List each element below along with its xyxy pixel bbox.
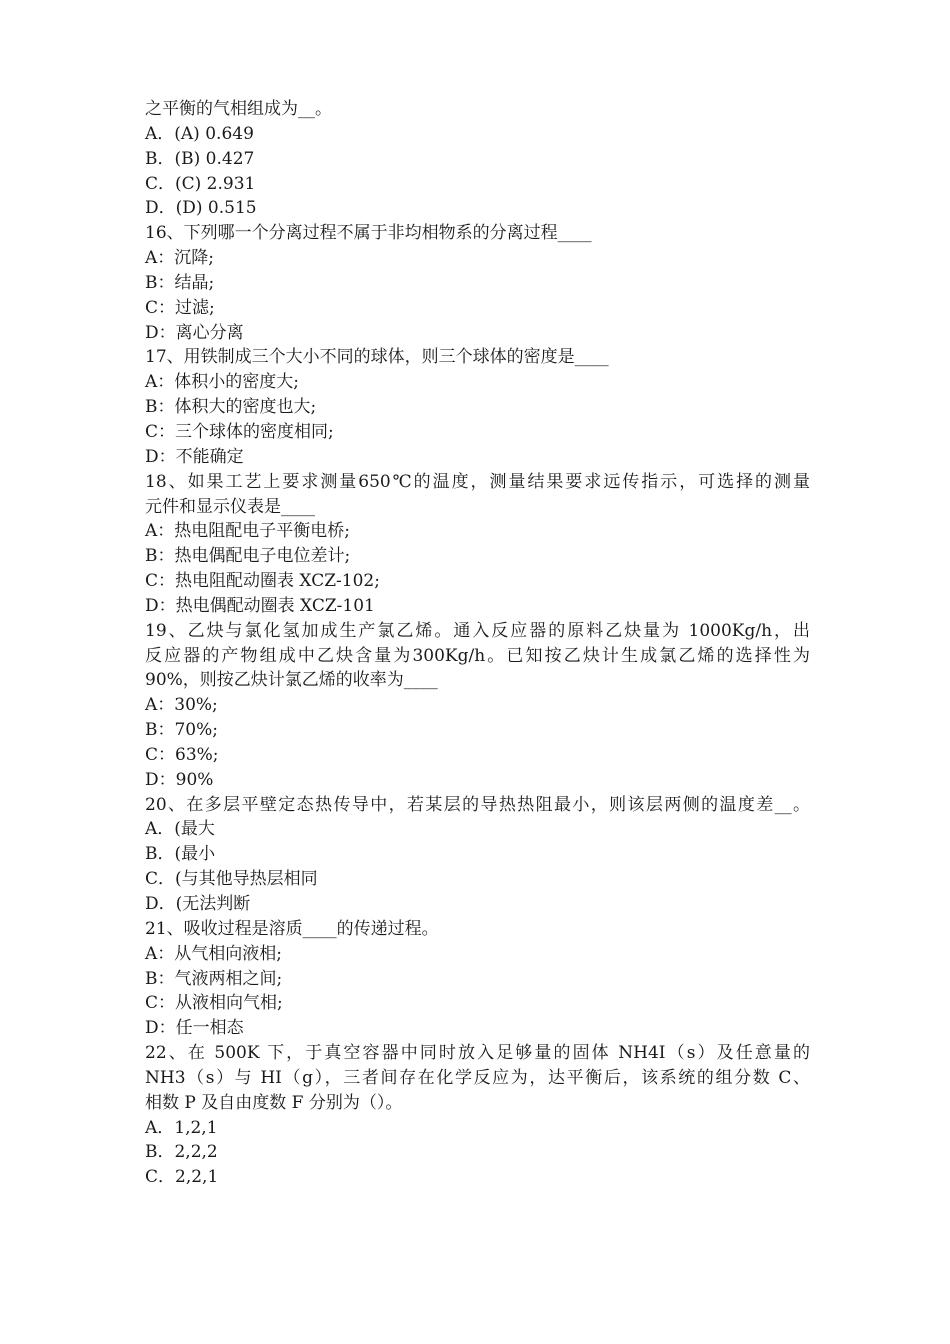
q20-option-d: D．(无法判断	[145, 894, 251, 914]
q21-option-d: D：任一相态	[145, 1018, 244, 1039]
q18-option-d: D：热电偶配动圈表 XCZ-101	[145, 595, 375, 616]
q19-stem-line-3: 90%，则按乙炔计氯乙烯的收率为____	[145, 670, 438, 691]
q19-option-b: B：70%;	[145, 720, 219, 741]
q18-stem-line-1: 18、如果工艺上要求测量650℃的温度，测量结果要求远传指示，可选择的测量	[145, 471, 810, 492]
q22-option-c: C．2,2,1	[145, 1167, 219, 1188]
q19-option-c: C：63%;	[145, 744, 219, 765]
q21-stem: 21、吸收过程是溶质____的传递过程。	[145, 918, 439, 939]
q19-option-d: D：90%	[145, 769, 214, 790]
q21-option-a: A：从气相向液相;	[145, 943, 283, 964]
q16-stem: 16、下列哪一个分离过程不属于非均相物系的分离过程____	[145, 223, 592, 244]
q21-option-c: C：从液相向气相;	[145, 993, 283, 1014]
q15-option-c: C．(C) 2.931	[145, 173, 256, 194]
q17-option-d: D：不能确定	[145, 446, 244, 467]
q22-option-b: B．2,2,2	[145, 1142, 218, 1163]
q21-option-b: B：气液两相之间;	[145, 968, 283, 989]
document-page	[145, 97, 810, 1190]
q19-stem-line-1: 19、乙炔与氯化氢加成生产氯乙烯。通入反应器的原料乙炔量为 1000Kg/h，出	[145, 620, 810, 641]
q16-option-b: B：结晶;	[145, 272, 215, 293]
q15-option-a: A．(A) 0.649	[145, 123, 254, 144]
q16-option-a: A：沉降;	[145, 248, 215, 269]
q17-option-c: C：三个球体的密度相同;	[145, 421, 334, 442]
q22-stem-line-2: NH3（s）与 HI（g），三者间存在化学反应为，达平衡后，该系统的组分数 C、	[145, 1067, 810, 1088]
q20-option-c: C．(与其他导热层相同	[145, 869, 318, 890]
q18-stem-line-2: 元件和显示仪表是____	[145, 496, 315, 517]
q16-option-c: C：过滤;	[145, 297, 215, 318]
q15-option-d: D．(D) 0.515	[145, 198, 257, 219]
q22-stem-line-1: 22、在 500K 下，于真空容器中同时放入足够量的固体 NH4I（s）及任意量的	[145, 1043, 810, 1064]
q20-option-b: B．(最小	[145, 844, 216, 865]
q17-option-b: B：体积大的密度也大;	[145, 397, 317, 418]
q16-option-d: D：离心分离	[145, 322, 244, 343]
q18-option-c: C：热电阻配动圈表 XCZ-102;	[145, 571, 380, 592]
q18-option-b: B：热电偶配电子电位差计;	[145, 546, 351, 567]
q15-stem-tail: 之平衡的气相组成为__。	[145, 99, 332, 119]
q19-option-a: A：30%;	[145, 695, 218, 716]
q17-stem: 17、用铁制成三个大小不同的球体，则三个球体的密度是____	[145, 347, 609, 368]
q19-stem-line-2: 反应器的产物组成中乙炔含量为300Kg/h。已知按乙炔计生成氯乙烯的选择性为	[145, 645, 810, 666]
q15-option-b: B．(B) 0.427	[145, 148, 255, 169]
q20-stem: 20、在多层平壁定态热传导中，若某层的导热热阻最小，则该层两侧的温度差__。	[145, 794, 810, 815]
q17-option-a: A：体积小的密度大;	[145, 372, 300, 393]
q18-option-a: A：热电阻配电子平衡电桥;	[145, 521, 351, 542]
q22-stem-line-3: 相数 P 及自由度数 F 分别为（）。	[145, 1092, 403, 1113]
q20-option-a: A．(最大	[145, 819, 215, 840]
q22-option-a: A．1,2,1	[145, 1117, 218, 1138]
